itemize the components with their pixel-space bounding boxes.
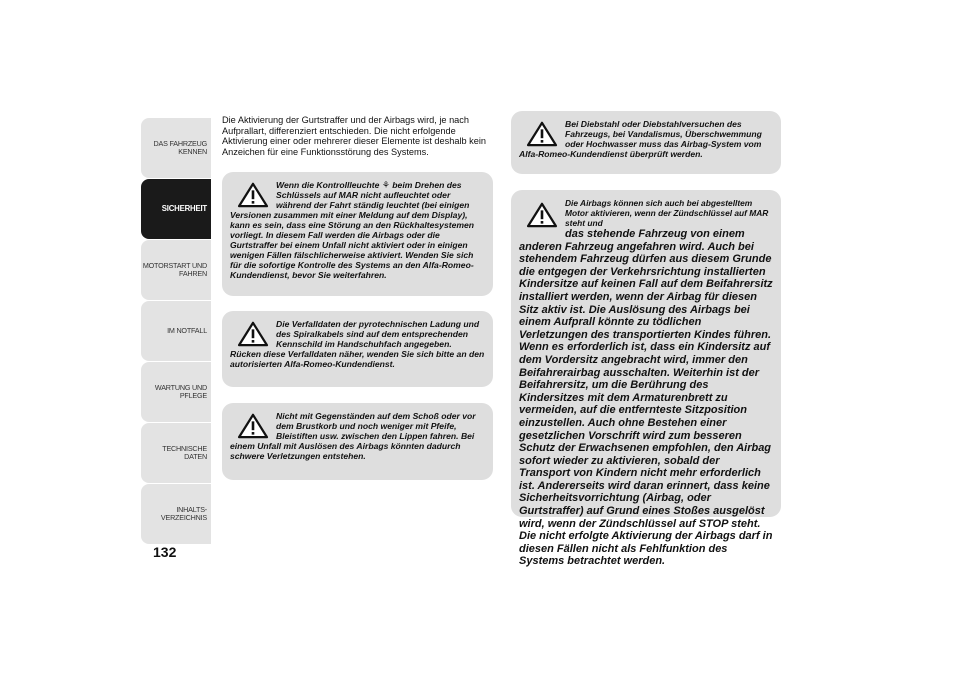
warning-triangle-icon <box>525 202 559 228</box>
warning-triangle-icon <box>236 321 270 347</box>
tab-im-notfall[interactable]: IM NOTFALL <box>141 301 211 361</box>
warning-text-gegenstaende: Nicht mit Gegenständen auf dem Schoß oder vor dem Brustkorb und noch weniger mit Pfeife, Bleistiften usw. zwischen den Lippen fahren. Bei einem Unfall mit Auslösen des Airbags könnten dadurch schwere Verletzungen entstehen. <box>230 411 476 461</box>
intro-paragraph: Die Aktivierung der Gurtstraffer und der Airbags wird, je nach Aufprallart, differenziert entschieden. Die nicht erfolgende Aktivierung einer oder mehrerer dieser Elemente ist deshalb kein Anzeichen für eine Funktionsstörung des Systems. <box>222 115 487 157</box>
tab-sicherheit[interactable]: SICHERHEIT <box>141 179 211 239</box>
tab-motorstart-und-fahren[interactable]: MOTORSTART UND FAHREN <box>141 240 211 300</box>
warning-text-part: beim Drehen des Schlüssels auf MAR nicht aufleuchtet oder während der Fahrt ständig leuchtet (bei einigen Versionen zusammen mit einer Meldung auf dem Display), kann es sein, dass eine Störung an den Rückhaltesystemen vorliegt. In diesem Fall werden die Airbags oder die Gurtstraffer bei einem Unfall nicht aktiviert oder in einigen wenigen Fällen fälschlicherweise aktiviert. Wenden Sie sich für die sofortige Kontrolle des Systems an den Alfa-Romeo-Kundendienst, bevor Sie weiterfahren. <box>230 180 475 280</box>
warning-text-airbag-main: das stehende Fahrzeug von einem anderen Fahrzeug angefahren wird. Auch bei stehendem Fahrzeug dürfen aus diesem Grunde die entgegen der Verkehrsrichtung installierten Kindersitze auf keinen Fall auf dem Beifahrersitz installiert werden, wenn der Airbag für diesen Sitz aktiv ist. Die Auslösung des Airbags bei einem Aufprall könnte zu tödlichen Verletzungen des transportierten Kindes führen. Wenn es erforderlich ist, dass ein Kindersitz auf dem Vordersitz angebracht wird, immer den Beifahrerairbag ausschalten. Weiterhin ist der Beifahrersitz, um die Berührung des Kindersitzes mit dem Armaturenbrett zu vermeiden, auf die entfernteste Sitzposition einzustellen. Auch ohne Bestehen einer gesetzlichen Vorschrift wird zum besseren Schutz der Erwachsenen empfohlen, den Airbag sofort wieder zu aktivieren, sobald der Transport von Kindern nicht mehr erforderlich ist. Andererseits wird daran erinnert, dass keine Sicherheitsvorrichtung (Airbag, oder Gurtstraffer) auf Grund eines Stoßes ausgelöst wird, wenn der Zündschlüssel auf STOP steht. Die nicht erfolgte Aktivierung der Airbags darf in diesen Fällen nicht als Fehlfunktion des Systems betrachtet werden. <box>519 228 773 568</box>
warning-box-kontrollleuchte <box>222 172 493 296</box>
warning-text-part: Wenn die Kontrollleuchte <box>276 180 382 190</box>
airbag-lamp-icon: ⚘ <box>381 180 390 190</box>
warning-box-airbag-abgestellter-motor <box>511 190 781 568</box>
warning-text-verfalldaten: Die Verfalldaten der pyrotechnischen Ladung und des Spiralkabels sind auf dem entsprechenden Kennschild im Handschuhfach angegeben. Rücken diese Verfalldaten näher, wenden Sie sich bitte an den autorisierten Alfa-Romeo-Kundendienst. <box>230 319 485 369</box>
warning-triangle-icon <box>236 182 270 208</box>
warning-text-airbag-intro: Die Airbags können sich auch bei abgestelltem Motor aktivieren, wenn der Zündschlüssel auf MAR steht und <box>565 198 769 228</box>
warning-triangle-icon <box>236 413 270 439</box>
warning-triangle-icon <box>525 121 559 147</box>
warning-text-diebstahl: Bei Diebstahl oder Diebstahlversuchen des Fahrzeugs, bei Vandalismus, Überschwemmung oder Hochwasser muss das Airbag-System vom Alfa-Romeo-Kundendienst überprüft werden. <box>519 119 762 159</box>
tab-inhaltsverzeichnis[interactable]: INHALTS- VERZEICHNIS <box>141 484 211 544</box>
tab-das-fahrzeug-kennen[interactable]: DAS FAHRZEUG KENNEN <box>141 118 211 178</box>
tab-wartung-und-pflege[interactable]: WARTUNG UND PFLEGE <box>141 362 211 422</box>
tab-technische-daten[interactable]: TECHNISCHE DATEN <box>141 423 211 483</box>
warning-box-verfalldaten <box>222 311 493 387</box>
warning-box-diebstahl <box>511 111 781 174</box>
warning-box-gegenstaende <box>222 403 493 480</box>
page-number: 132 <box>153 544 177 560</box>
